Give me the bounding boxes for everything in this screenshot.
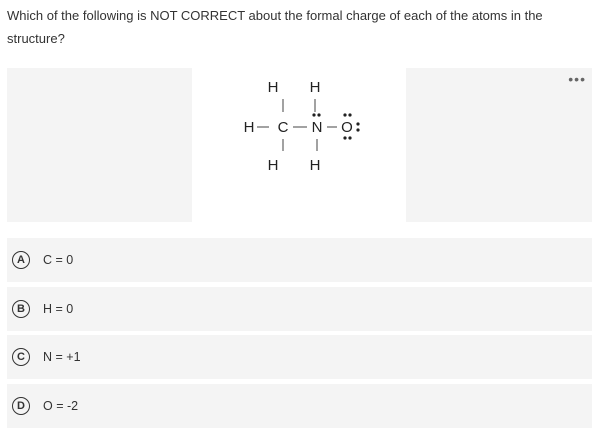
atom-n: N <box>311 119 323 136</box>
option-a[interactable] <box>7 238 592 282</box>
atom-h-left: H <box>243 119 255 136</box>
option-b-badge: B <box>12 300 30 318</box>
atom-h-top-right: H <box>309 79 321 96</box>
atom-h-bottom-left: H <box>267 157 279 174</box>
question-text: Which of the following is NOT CORRECT about the formal charge of each of the atoms in the structure? <box>7 8 543 46</box>
atom-o: O <box>341 119 353 136</box>
option-a-badge: A <box>12 251 30 269</box>
option-c[interactable] <box>7 335 592 379</box>
option-c-text: N = +1 <box>43 350 81 364</box>
option-b-text: H = 0 <box>43 302 74 316</box>
option-c-badge: C <box>12 348 30 366</box>
more-options-icon[interactable]: ••• <box>568 71 586 87</box>
lone-pair-o-right <box>356 122 359 125</box>
lewis-structure <box>230 72 380 182</box>
option-d[interactable] <box>7 384 592 428</box>
lone-pair-n <box>312 113 315 116</box>
option-b[interactable] <box>7 287 592 331</box>
lone-pair-o-bottom <box>343 136 346 139</box>
option-d-badge: D <box>12 397 30 415</box>
atom-c: C <box>277 119 289 136</box>
left-panel <box>7 68 192 222</box>
right-panel <box>406 68 592 222</box>
atom-h-top-left: H <box>267 79 279 96</box>
lone-pair-o-top <box>343 113 346 116</box>
option-a-text: C = 0 <box>43 253 74 267</box>
option-d-text: O = -2 <box>43 399 79 413</box>
atom-h-bottom-right: H <box>309 157 321 174</box>
